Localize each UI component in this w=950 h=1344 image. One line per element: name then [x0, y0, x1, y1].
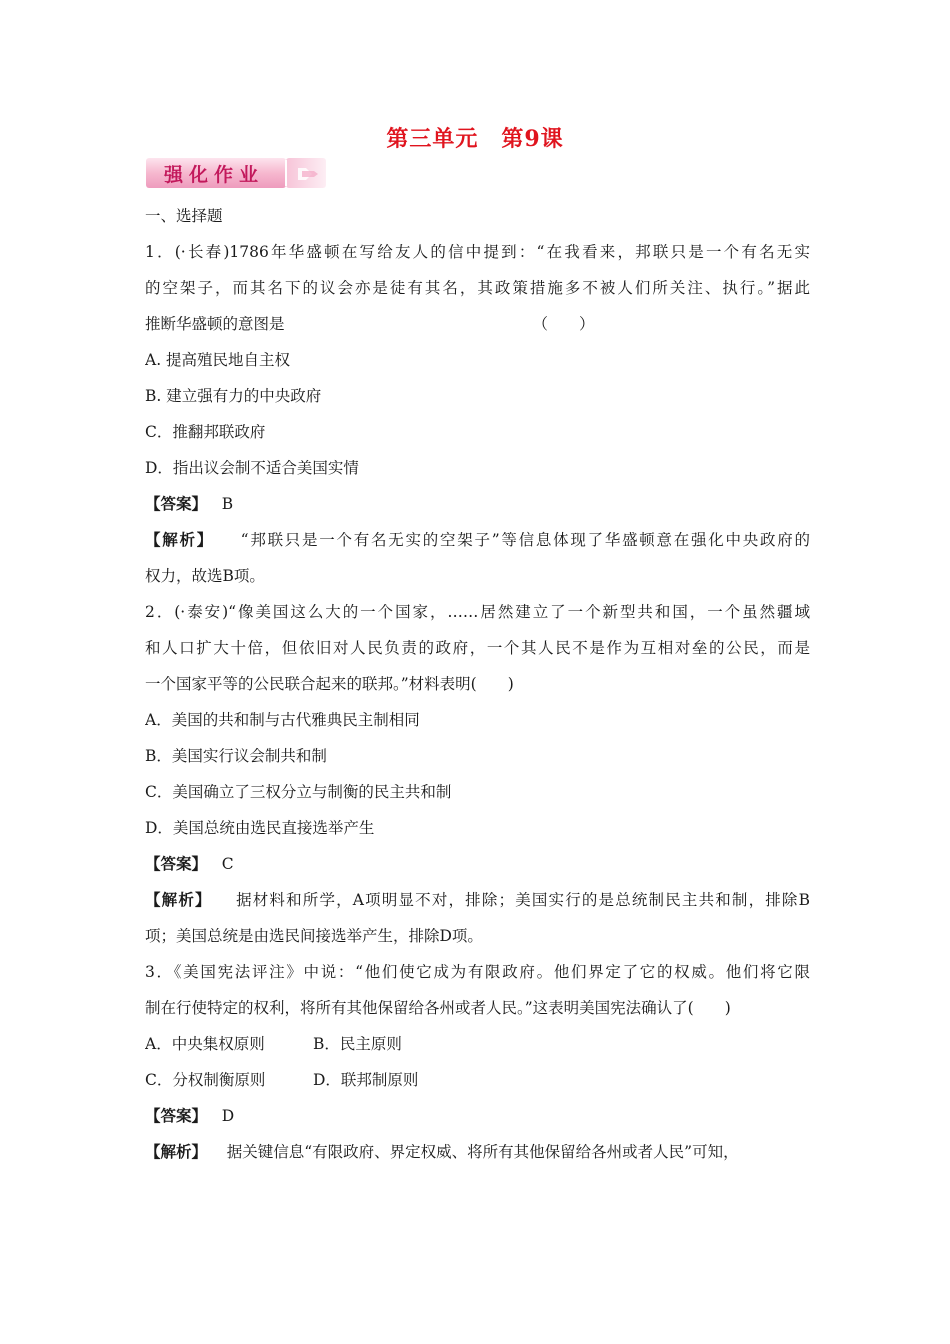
question-line: 一个国家平等的公民联合起来的联邦。”材料表明( )	[145, 675, 514, 693]
answer-value: D	[221, 1107, 235, 1125]
analysis-text: 据材料和所学，A项明显不对，排除；美国实行的是总统制民主共和制，排除B	[236, 891, 810, 909]
badge-label: 强化作业	[164, 164, 265, 186]
answer-row	[145, 486, 810, 522]
question-3	[145, 954, 810, 1170]
option-b: B．民主原则	[313, 1035, 402, 1053]
option-c: C．分权制衡原则	[145, 1071, 266, 1089]
analysis-row	[145, 522, 810, 558]
analysis-label: 【解析】	[145, 530, 214, 549]
answer-label: 【答案】	[145, 854, 208, 873]
answer-label: 【答案】	[145, 1106, 208, 1125]
question-line: 3．《美国宪法评注》中说：“他们使它成为有限政府。他们界定了它的权威。他们将它限	[145, 963, 810, 981]
option-row	[145, 1062, 810, 1098]
option-a: A．美国的共和制与古代雅典民主制相同	[145, 711, 420, 729]
question-line: 1．(·长春)1786年华盛顿在写给友人的信中提到：“在我看来，邦联只是一个有名无实	[145, 243, 810, 261]
question-line	[145, 306, 810, 342]
answer-blank: （ ）	[532, 315, 595, 333]
analysis-row	[145, 882, 810, 918]
section-heading: 一、选择题	[145, 207, 223, 225]
option-row	[145, 1026, 810, 1062]
question-line: 的空架子，而其名下的议会亦是徒有其名，其政策措施多不被人们所关注、执行。”据此	[145, 279, 810, 297]
option-c: C．美国确立了三权分立与制衡的民主共和制	[145, 783, 452, 801]
option-a: A．中央集权原则	[145, 1035, 265, 1053]
option-d: D．联邦制原则	[313, 1071, 419, 1089]
section-badge	[146, 156, 326, 190]
option-c: C．推翻邦联政府	[145, 423, 266, 441]
document-body	[145, 198, 810, 1170]
option-b: B. 建立强有力的中央政府	[145, 387, 322, 405]
answer-row	[145, 846, 810, 882]
question-line: 2．(·泰安)“像美国这么大的一个国家，……居然建立了一个新型共和国，一个虽然疆域	[145, 603, 810, 621]
analysis-label: 【解析】	[145, 1142, 208, 1161]
option-a: A. 提高殖民地自主权	[145, 351, 291, 369]
question-line: 制在行使特定的权利，将所有其他保留给各州或者人民。”这表明美国宪法确认了( )	[145, 999, 731, 1017]
answer-value: B	[221, 495, 234, 513]
question-line: 和人口扩大十倍，但依旧对人民负责的政府，一个其人民不是作为互相对垒的公民，而是	[145, 639, 810, 657]
answer-label: 【答案】	[145, 494, 208, 513]
analysis-line: 项；美国总统是由选民间接选举产生，排除D项。	[145, 927, 483, 945]
answer-row	[145, 1098, 810, 1134]
analysis-text: 据关键信息“有限政府、界定权威、将所有其他保留给各州或者人民”可知，	[226, 1143, 739, 1161]
question-2	[145, 594, 810, 954]
option-d: D．美国总统由选民直接选举产生	[145, 819, 375, 837]
option-d: D．指出议会制不适合美国实情	[145, 459, 359, 477]
analysis-text: “邦联只是一个有名无实的空架子”等信息体现了华盛顿意在强化中央政府的	[240, 531, 810, 549]
analysis-row	[145, 1134, 810, 1170]
question-1	[145, 234, 810, 594]
analysis-label: 【解析】	[145, 890, 212, 909]
question-text: 推断华盛顿的意图是	[145, 315, 285, 333]
answer-value: C	[221, 855, 234, 873]
analysis-line: 权力，故选B项。	[145, 567, 265, 585]
page-title: 第三单元 第9课	[386, 126, 564, 152]
option-b: B．美国实行议会制共和制	[145, 747, 327, 765]
